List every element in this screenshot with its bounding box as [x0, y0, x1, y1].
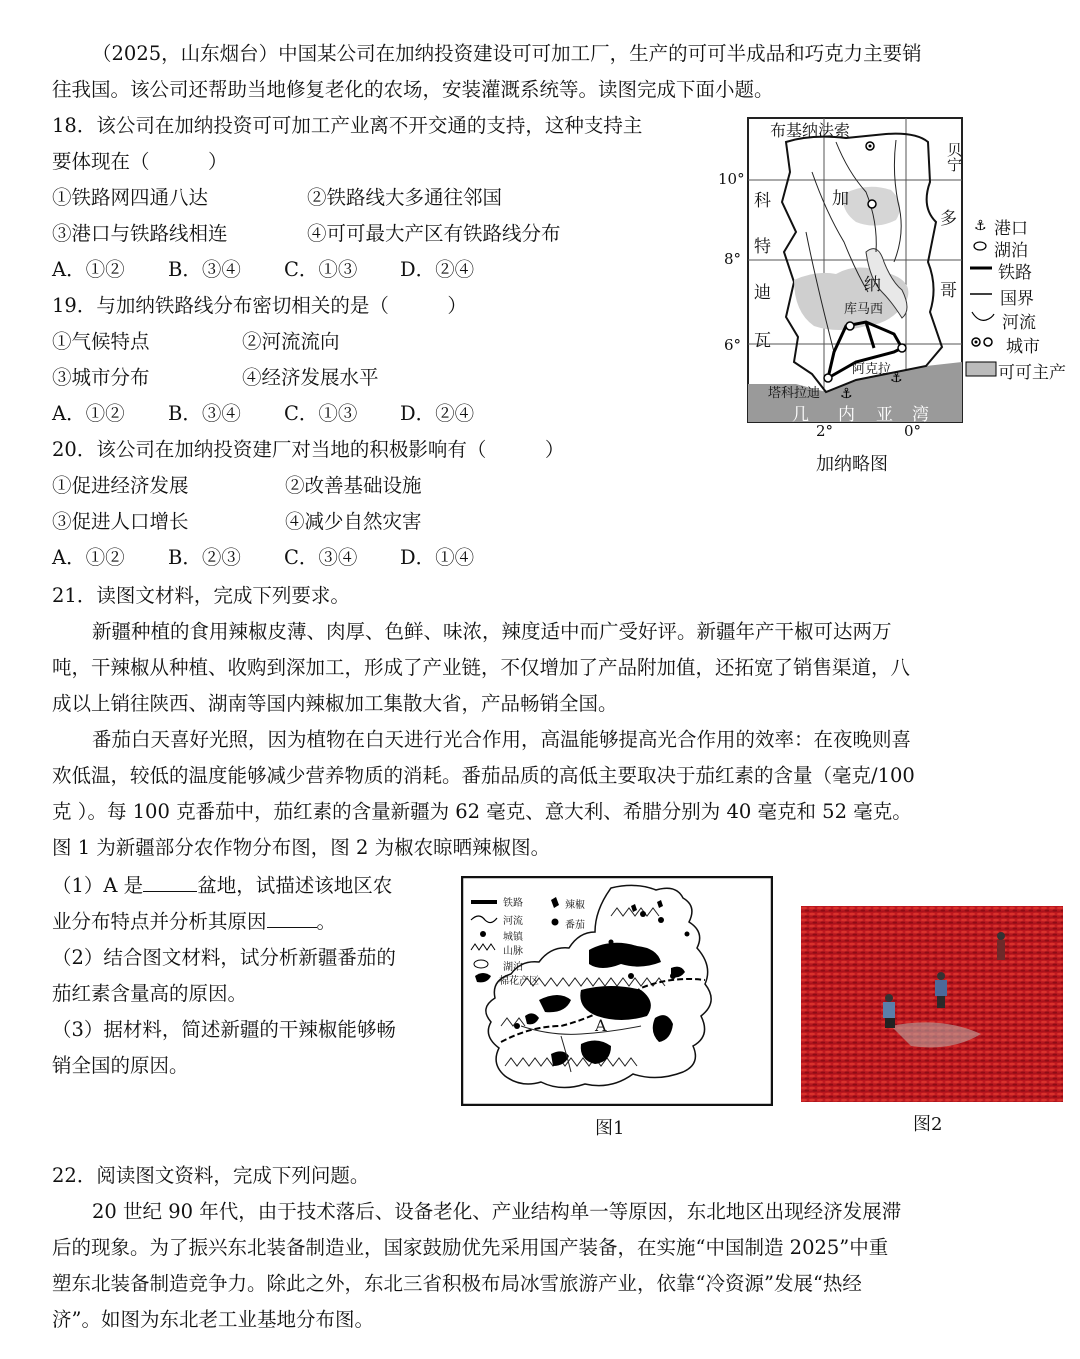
legend-xj-tomato-icon	[552, 919, 559, 926]
q22-title: 22．阅读图文资料，完成下列问题。	[52, 1164, 370, 1187]
q18-answer-b: B．③④	[168, 258, 241, 281]
label-togo-1: 多	[940, 209, 957, 229]
q21-sub1-end: 。	[316, 910, 337, 933]
q21-p2-line-2: 欢低温，较低的温度能够减少营养物质的消耗。番茄品质的高低主要取决于茄红素的含量（毫克/100	[52, 764, 915, 787]
label-gulf-2: 内	[838, 405, 855, 425]
q20-answer-b: B．②③	[168, 546, 241, 569]
anchor-icon: ⚓	[840, 386, 853, 402]
q21-p1-line-3: 成以上销往陕西、湖南等国内辣椒加工集散大省，产品畅销全国。	[52, 692, 618, 715]
q21-p2-line-1: 番茄白天喜好光照，因为植物在白天进行光合作用，高温能够提高光合作用的效率：在夜晚则喜	[92, 728, 912, 751]
label-ivory-4: 瓦	[754, 331, 771, 351]
q21-sub1-prefix: （1）A 是	[52, 874, 144, 897]
legend-port: 港口	[994, 219, 1028, 239]
legend-river-icon	[972, 312, 994, 320]
label-takoradi: 塔科拉迪	[768, 386, 821, 401]
q21-sub2-line-1: （2）结合图文材料，试分析新疆番茄的	[52, 946, 396, 969]
legend-lake-icon	[974, 242, 986, 250]
q18-option-4: ④可可最大产区有铁路线分布	[307, 222, 561, 245]
q21-sub2-line-2: 茄红素含量高的原因。	[52, 982, 248, 1005]
label-burkina: 布基纳法索	[770, 121, 851, 140]
q19-option-4: ④经济发展水平	[242, 366, 379, 389]
fig2-caption: 图2	[913, 1114, 943, 1135]
label-ivory-2: 特	[754, 237, 771, 257]
legend-xj-river: 河流	[503, 916, 523, 927]
intro-line-2: 往我国。该公司还帮助当地修复老化的农场，安装灌溉系统等。读图完成下面小题。	[52, 78, 774, 101]
q20-stem: 20．该公司在加纳投资建厂对当地的积极影响有（ ）	[52, 438, 565, 461]
legend-cocoa-icon	[966, 362, 996, 376]
xinjiang-map-svg	[461, 876, 773, 1106]
q20-answer-c: C．③④	[284, 546, 358, 569]
intro-line-1: （2025，山东烟台）中国某公司在加纳投资建设可可加工厂，生产的可可半成品和巧克力主要销	[92, 42, 922, 65]
label-gulf-1: 几	[792, 405, 809, 425]
q19-answer-a: A．①②	[52, 402, 125, 425]
q18-option-3: ③港口与铁路线相连	[52, 222, 228, 245]
q19-option-3: ③城市分布	[52, 366, 150, 389]
q21-p2-line-4: 图 1 为新疆部分农作物分布图，图 2 为椒农晾晒辣椒图。	[52, 836, 551, 859]
q18-option-1: ①铁路网四通八达	[52, 186, 209, 209]
q20-option-2: ②改善基础设施	[285, 474, 422, 497]
label-togo-2: 哥	[940, 281, 957, 301]
legend-border: 国界	[1000, 289, 1034, 309]
label-ghana-1: 加	[832, 189, 849, 209]
q19-answer-b: B．③④	[168, 402, 241, 425]
label-kumasi: 库马西	[844, 302, 884, 317]
legend-city: 城市	[1006, 337, 1040, 357]
answer-blank[interactable]	[143, 871, 197, 892]
lat-10: 10°	[718, 170, 745, 188]
q21-p1-line-1: 新疆种植的食用辣椒皮薄、肉厚、色鲜、味浓，辣度适中而广受好评。新疆年产干椒可达两万	[92, 620, 892, 643]
pepper-photo-svg	[801, 906, 1063, 1102]
lon-0: 0°	[904, 422, 922, 440]
label-gulf-4: 湾	[912, 405, 929, 425]
legend-xj-town-icon	[480, 931, 486, 937]
legend-xj-tomato: 番茄	[565, 920, 585, 931]
q20-answer-d: D．①④	[400, 546, 475, 569]
label-basin-a: A	[595, 1016, 607, 1035]
legend-port-icon: ⚓	[974, 218, 987, 234]
q21-p2-line-3: 克 ）。每 100 克番茄中，茄红素的含量新疆为 62 毫克、意大利、希腊分别为 40 毫克和 52 毫克。	[52, 800, 912, 823]
q19-option-1: ①气候特点	[52, 330, 150, 353]
legend-rail: 铁路	[998, 263, 1032, 283]
q22-p1-line-3: 塑东北装备制造竞争力。除此之外，东北三省积极布局冰雪旅游产业，依靠“冷资源”发展“热经	[52, 1272, 862, 1295]
q18-option-2: ②铁路线大多通往邻国	[307, 186, 503, 209]
legend-xj-pepper: 辣椒	[565, 900, 585, 911]
lat-6: 6°	[724, 336, 742, 354]
q21-sub1-text: 业分布特点并分析其原因	[52, 910, 267, 933]
legend-river: 河流	[1002, 313, 1036, 333]
q22-p1-line-1: 20 世纪 90 年代，由于技术落后、设备老化、产业结构单一等原因，东北地区出现经济发展滞	[92, 1200, 902, 1223]
q21-sub1-line-1	[52, 868, 392, 904]
q18-answer-d: D．②④	[400, 258, 475, 281]
q19-option-2: ②河流流向	[242, 330, 340, 353]
legend-xj-cotton: 棉花产区	[499, 976, 539, 987]
q22-p1-line-2: 后的现象。为了振兴东北装备制造业，国家鼓励优先采用国产装备，在实施“中国制造 2025”中重	[52, 1236, 889, 1259]
q21-title: 21．读图文材料，完成下列要求。	[52, 584, 350, 607]
q18-answer-a: A．①②	[52, 258, 125, 281]
pepper-drying-photo	[801, 906, 1063, 1102]
answer-blank[interactable]	[267, 907, 317, 928]
q20-answer-a: A．①②	[52, 546, 125, 569]
legend-xj-rail: 铁路	[503, 898, 523, 909]
legend-lake: 湖泊	[994, 241, 1028, 261]
lon-2: 2°	[816, 422, 834, 440]
label-benin: 贝宁	[945, 142, 963, 172]
q19-answer-d: D．②④	[400, 402, 475, 425]
q22-p1-line-4: 济”。如图为东北老工业基地分布图。	[52, 1308, 374, 1331]
legend-xj-town: 城镇	[503, 932, 523, 943]
legend-xj-lake: 湖泊	[503, 962, 523, 973]
ghana-map	[716, 112, 1078, 482]
q18-stem-2: 要体现在（ ）	[52, 150, 228, 173]
q19-answer-c: C．①③	[284, 402, 358, 425]
q20-option-1: ①促进经济发展	[52, 474, 189, 497]
q18-stem-1: 18．该公司在加纳投资可可加工产业离不开交通的支持，这种支持主	[52, 114, 643, 137]
fig1-caption: 图1	[595, 1118, 625, 1139]
q21-p1-line-2: 吨，干辣椒从种植、收购到深加工，形成了产业链，不仅增加了产品附加值，还拓宽了销售渠道，八	[52, 656, 911, 679]
label-ivory-3: 迪	[754, 283, 771, 303]
label-ghana-2: 纳	[864, 275, 881, 295]
label-ivory-1: 科	[754, 191, 771, 211]
q20-option-4: ④减少自然灾害	[285, 510, 422, 533]
label-gulf-3: 亚	[876, 405, 893, 425]
q21-sub1-line-2	[52, 904, 336, 940]
legend-cocoa: 可可主产	[998, 363, 1066, 383]
q21-sub1-suffix: 盆地，试描述该地区农	[197, 874, 393, 897]
q21-sub3-line-1: （3）据材料，简述新疆的干辣椒能够畅	[52, 1018, 396, 1041]
q21-sub3-line-2: 销全国的原因。	[52, 1054, 189, 1077]
legend-xj-mountain: 山脉	[503, 946, 523, 957]
xinjiang-map	[461, 876, 773, 1106]
ghana-map-caption: 加纳略图	[816, 454, 888, 475]
q18-answer-c: C．①③	[284, 258, 358, 281]
label-accra: 阿克拉	[852, 362, 892, 377]
anchor-icon: ⚓	[890, 370, 903, 386]
legend-xj-rail-icon	[471, 900, 497, 904]
q20-option-3: ③促进人口增长	[52, 510, 189, 533]
q19-stem: 19．与加纳铁路线分布密切相关的是（ ）	[52, 294, 467, 317]
lat-8: 8°	[724, 250, 742, 268]
